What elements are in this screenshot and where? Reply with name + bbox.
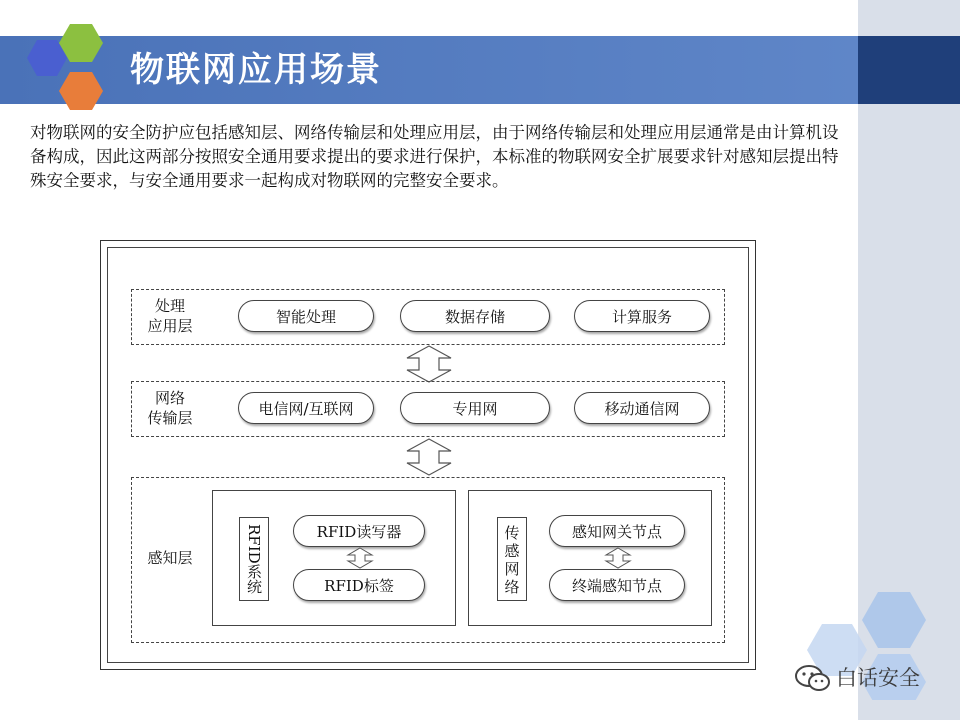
hexagon-logo-icon [0, 0, 130, 120]
pill-gateway-node: 感知网关节点 [549, 515, 685, 547]
pill-rfid-reader: RFID读写器 [293, 515, 425, 547]
pill-intelligent-processing: 智能处理 [238, 300, 374, 332]
network-layer-label-line1: 网络 [154, 389, 185, 407]
processing-layer-label [138, 296, 202, 336]
iot-architecture-diagram [100, 240, 756, 670]
small-double-arrow-icon [346, 547, 374, 569]
brand-watermark: 白话安全 [836, 666, 920, 690]
double-arrow-icon [405, 345, 453, 383]
sensor-network-box [468, 490, 712, 626]
pill-rfid-tag: RFID标签 [293, 569, 425, 601]
processing-layer [131, 289, 725, 345]
pill-data-storage: 数据存储 [400, 300, 550, 332]
perception-layer [131, 477, 725, 643]
page-title: 物联网应用场景 [130, 50, 382, 90]
rfid-system-box [212, 490, 456, 626]
perception-layer-label: 感知层 [147, 549, 193, 567]
processing-layer-label-line2: 应用层 [147, 317, 193, 335]
title-bar-dark-end [858, 36, 960, 104]
pill-terminal-node: 终端感知节点 [549, 569, 685, 601]
network-layer-label [138, 388, 202, 428]
pill-mobile-network: 移动通信网 [574, 392, 710, 424]
intro-paragraph: 对物联网的安全防护应包括感知层、网络传输层和处理应用层，由于网络传输层和处理应用层通常是由计算机设备构成，因此这两部分按照安全通用要求提出的要求进行保护，本标准的物联网安全扩展要求针对感知层提出特殊安全要求，与安全通用要求一起构成对物联网的完整安全要求。 [30, 123, 839, 190]
network-layer [131, 381, 725, 437]
small-double-arrow-icon [604, 547, 632, 569]
processing-layer-label-line1: 处理 [154, 297, 185, 315]
pill-computing-service: 计算服务 [574, 300, 710, 332]
sensor-network-label-text: 传感网络 [504, 524, 520, 596]
wechat-icon [794, 664, 832, 694]
pill-private-network: 专用网 [400, 392, 550, 424]
double-arrow-icon [405, 438, 453, 476]
sensor-network-label [497, 517, 527, 601]
pill-telecom-internet: 电信网/互联网 [238, 392, 374, 424]
network-layer-label-line2: 传输层 [147, 409, 193, 427]
rfid-system-label: RFID系统 [239, 517, 269, 601]
